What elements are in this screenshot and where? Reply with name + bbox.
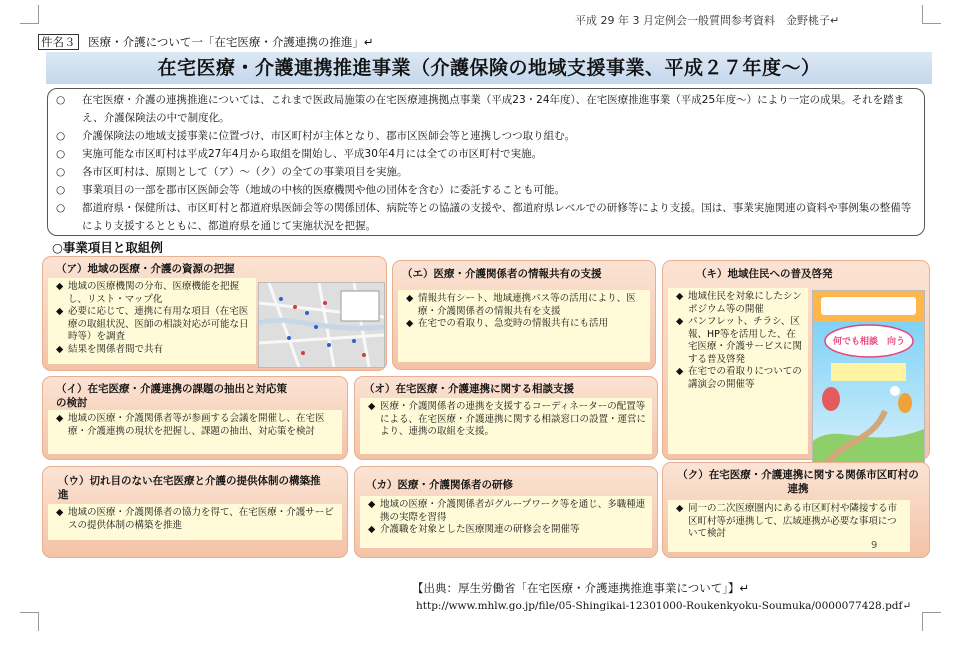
list-item: ◆ 同一の二次医療圏内にある市区町村や隣接する市区町村等が連携して、広域連携が必要な事項について検討 — [676, 503, 898, 539]
summary-item: ○ 都道府県・保健所は、市区町村と都道府県医師会等の関係団体、病院等との協議の支援や、都道府県レベルでの研修等により支援。国は、事業実施関連の資料や事例集の整備等により支援するとともに、都道府県を通じて実施状況を把握。 — [56, 199, 916, 235]
diamond-bullet-icon: ◆ — [56, 413, 64, 424]
circle-bullet-icon: ○ — [56, 184, 66, 196]
panel-e-body — [398, 290, 650, 362]
panel-o-body — [360, 398, 652, 454]
diamond-bullet-icon: ◆ — [406, 293, 414, 304]
panel-i-title: （イ）在宅医療・介護連携の課題の抽出と対応策の検討 — [56, 383, 287, 409]
slide-page-number: 9 — [871, 540, 878, 551]
panel-ka-title: （カ）医療・介護関係者の研修 — [366, 479, 513, 491]
list-item: ◆ 必要に応じて、連携に有用な項目（在宅医療の取組状況、医師の相談対応が可能な日時等）を調査 — [56, 306, 249, 342]
panel-e-title: （エ）医療・介護関係者の情報共有の支援 — [402, 268, 602, 280]
resource-map-image — [258, 282, 385, 368]
item-badge: 件名３ — [38, 34, 79, 50]
list-item: ◆ 地域住民を対象にしたシンポジウム等の開催 — [676, 291, 802, 315]
corner-mark-top-right — [922, 5, 941, 24]
panel-u-title: （ウ）切れ目のない在宅医療と介護の提供体制の構築推進 — [58, 475, 321, 501]
panel-ki-title: （キ）地域住民への普及啓発 — [696, 268, 833, 280]
source-citation: 【出典：厚生労働省「在宅医療・介護連携推進事業について」】↵ — [412, 581, 750, 595]
source-url: http://www.mhlw.go.jp/file/05-Shingikai-12301000-Roukenkyoku-Soumuka/0000077428.pdf↵ — [416, 600, 912, 612]
diamond-bullet-icon: ◆ — [56, 306, 64, 317]
list-item: ◆ 在宅での看取り、急変時の情報共有にも活用 — [406, 318, 609, 329]
panel-ka-body — [360, 496, 652, 548]
list-item: ◆ 在宅での看取りについての講演会の開催等 — [676, 366, 802, 390]
diamond-bullet-icon: ◆ — [368, 499, 376, 510]
section-heading: ○事業項目と取組例 — [52, 240, 163, 255]
circle-bullet-icon: ○ — [56, 202, 66, 214]
corner-mark-top-left — [20, 5, 39, 24]
circle-bullet-icon: ○ — [56, 148, 66, 160]
summary-box — [47, 88, 925, 236]
list-item: ◆ 地域の医療・介護関係者がグループワーク等を通じ、多職種連携の実際を習得 — [368, 499, 646, 523]
diamond-bullet-icon: ◆ — [406, 318, 414, 329]
diamond-bullet-icon: ◆ — [676, 503, 684, 514]
circle-bullet-icon: ○ — [56, 130, 66, 142]
panel-a-title: （ア）地域の医療・介護の資源の把握 — [56, 263, 235, 275]
header-note: 平成 29 年 3 月定例会一般質問参考資料 金野桃子↵ — [575, 14, 840, 27]
diamond-bullet-icon: ◆ — [368, 401, 376, 412]
panel-ku-title: （ク）在宅医療・介護連携に関する関係市区町村の連携 — [677, 469, 919, 495]
summary-item: ○ 在宅医療・介護の連携推進については、これまで医政局施策の在宅医療連携拠点事業（平成23・24年度）、在宅医療推進事業（平成25年度～）により一定の成果。それを踏まえ、介護保険法の中で制度化。 — [56, 91, 916, 127]
list-item: ◆ 医療・介護関係者の連携を支援するコーディネーターの配置等による、在宅医療・介護連携に関する相談窓口の設置・運営により、連携の取組を支援。 — [368, 401, 647, 437]
panel-i-body — [48, 410, 342, 454]
list-item: ◆ パンフレット、チラシ、区報、HP等を活用した、在宅医療・介護サービスに関する普及啓発 — [676, 316, 803, 365]
summary-item: ○ 介護保険法の地域支援事業に位置づけ、市区町村が主体となり、郡市区医師会等と連携しつつ取り組む。 — [56, 127, 916, 145]
list-item: ◆ 地域の医療・介護関係者の協力を得て、在宅医療・介護サービスの提供体制の構築を推進 — [56, 507, 334, 531]
page-title: 在宅医療・介護連携推進事業（介護保険の地域支援事業、平成２７年度～） — [46, 52, 932, 84]
list-item: ◆ 介護職を対象とした医療関連の研修会を開催等 — [368, 524, 580, 535]
list-item: ◆ 情報共有シート、地域連携パス等の活用により、医療・介護関係者の情報共有を支援 — [406, 293, 636, 317]
list-item: ◆ 地域の医療機関の分布、医療機能を把握し、リスト・マップ化 — [56, 281, 240, 305]
diamond-bullet-icon: ◆ — [56, 507, 64, 518]
item-line — [38, 34, 374, 50]
circle-bullet-icon: ○ — [56, 94, 66, 106]
panel-u-body — [48, 504, 342, 540]
diamond-bullet-icon: ◆ — [676, 291, 684, 302]
corner-mark-bottom-right — [922, 612, 941, 631]
list-item: ◆ 地域の医療・介護関係者等が参画する会議を開催し、在宅医療・介護連携の現状を把握し、課題の抽出、対応策を検討 — [56, 413, 325, 437]
summary-item: ○ 事業項目の一部を郡市区医師会等（地域の中核的医療機関や他の団体を含む）に委託することも可能。 — [56, 181, 916, 199]
panel-a-body — [48, 278, 256, 364]
diamond-bullet-icon: ◆ — [368, 524, 376, 535]
awareness-poster-image — [812, 290, 925, 464]
diamond-bullet-icon: ◆ — [676, 366, 684, 377]
corner-mark-bottom-left — [20, 612, 39, 631]
summary-item: ○ 実施可能な市区町村は平成27年4月から取組を開始し、平成30年4月には全ての市区町村で実施。 — [56, 145, 916, 163]
list-item: ◆ 結果を関係者間で共有 — [56, 343, 164, 355]
panel-o-title: （オ）在宅医療・介護連携に関する相談支援 — [364, 383, 574, 395]
item-title: 医療・介護について一「在宅医療・介護連携の推進」↵ — [88, 35, 374, 49]
panel-ki-body — [668, 288, 808, 454]
circle-bullet-icon: ○ — [56, 166, 66, 178]
diamond-bullet-icon: ◆ — [676, 316, 684, 327]
poster-caption: 何でも相談 向う — [833, 337, 906, 347]
diamond-bullet-icon: ◆ — [56, 281, 64, 292]
diamond-bullet-icon: ◆ — [56, 343, 64, 355]
summary-item: ○ 各市区町村は、原則として（ア）～（ク）の全ての事業項目を実施。 — [56, 163, 916, 181]
